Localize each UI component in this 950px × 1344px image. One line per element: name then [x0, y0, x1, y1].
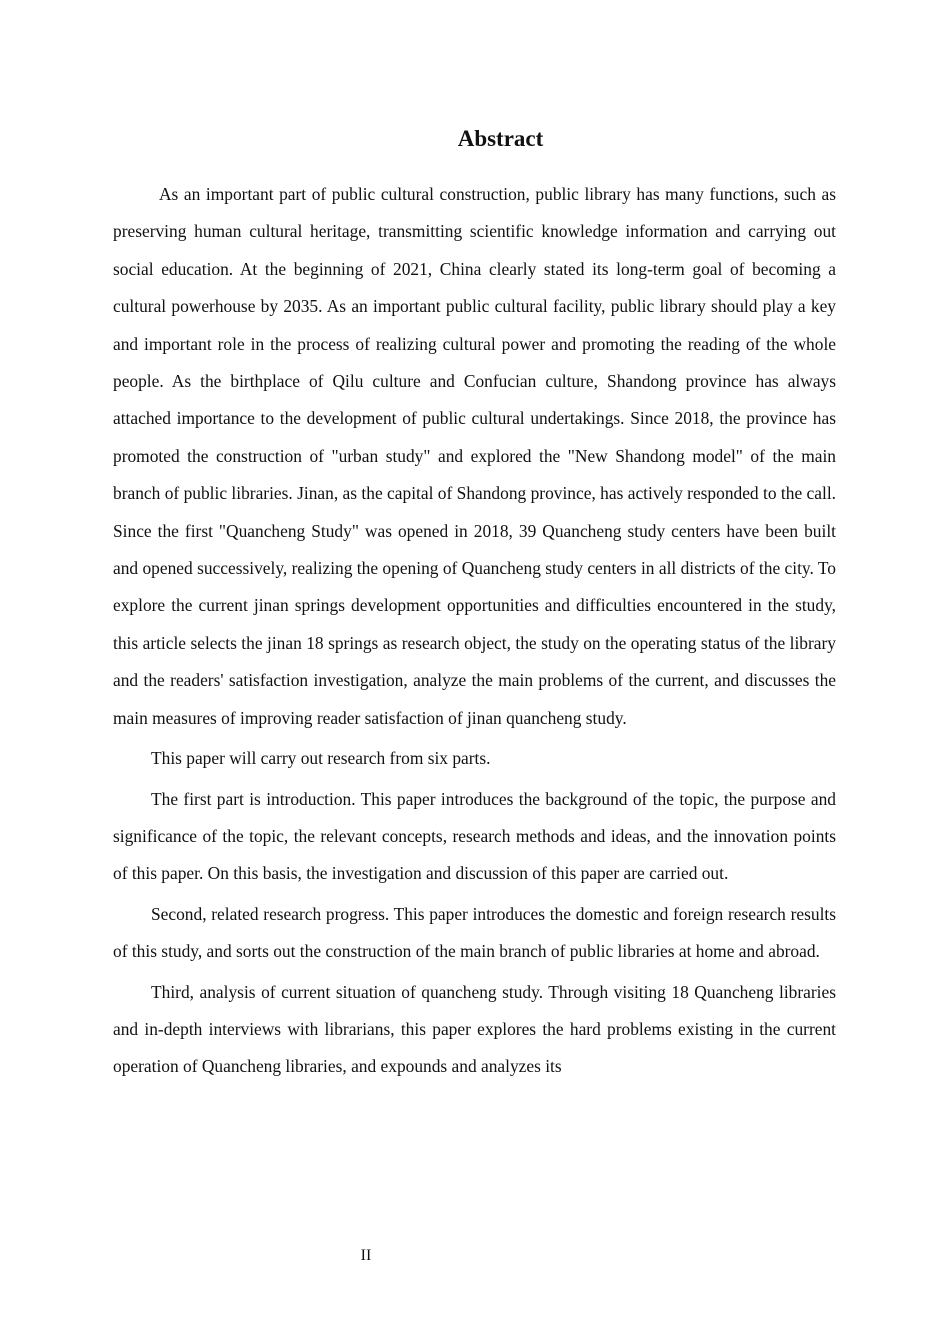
paragraph-intro: As an important part of public cultural construction, public library has many functions, such as preserving human cultural heritage, transmitting scientific knowledge information and carrying out social education. At the beginning of 2021, China clearly stated its long-term goal of becoming a cultural powerhouse by 2035. As an important public cultural facility, public library should play a key and important role in the process of realizing cultural power and promoting the reading of the whole people. As the birthplace of Qilu culture and Confucian culture, Shandong province has always attached importance to the development of public cultural undertakings. Since 2018, the province has promoted the construction of "urban study" and explored the "New Shandong model" of the main branch of public libraries. Jinan, as the capital of Shandong province, has actively responded to the call. Since the first "Quancheng Study" was opened in 2018, 39 Quancheng study centers have been built and opened successively, realizing the opening of Quancheng study centers in all districts of the city. To explore the current jinan springs development opportunities and difficulties encountered in the study, this article selects the jinan 18 springs as research object, the study on the operating status of the library and the readers' satisfaction investigation, analyze the main problems of the current, and discusses the main measures of improving reader satisfaction of jinan quancheng study. — [113, 184, 836, 728]
paragraph-second-part: Second, related research progress. This paper introduces the domestic and foreign research results of this study, and sorts out the construction of the main branch of public libraries at home and abroad. — [113, 903, 836, 962]
paragraph-parts-overview: This paper will carry out research from six parts. — [151, 748, 491, 769]
paragraph-third-part: Third, analysis of current situation of quancheng study. Through visiting 18 Quancheng libraries and in-depth interviews with librarians, this paper explores the hard problems existing in the current operation of Quancheng libraries, and expounds and analyzes its — [113, 981, 836, 1077]
paragraph-first-part: The first part is introduction. This paper introduces the background of the topic, the purpose and significance of the topic, the relevant concepts, research methods and ideas, and the innovation points of this paper. On this basis, the investigation and discussion of this paper are carried out. — [113, 788, 836, 884]
abstract-title: Abstract — [457, 126, 544, 151]
page-number: II — [360, 1247, 372, 1264]
abstract-body — [113, 176, 836, 1089]
